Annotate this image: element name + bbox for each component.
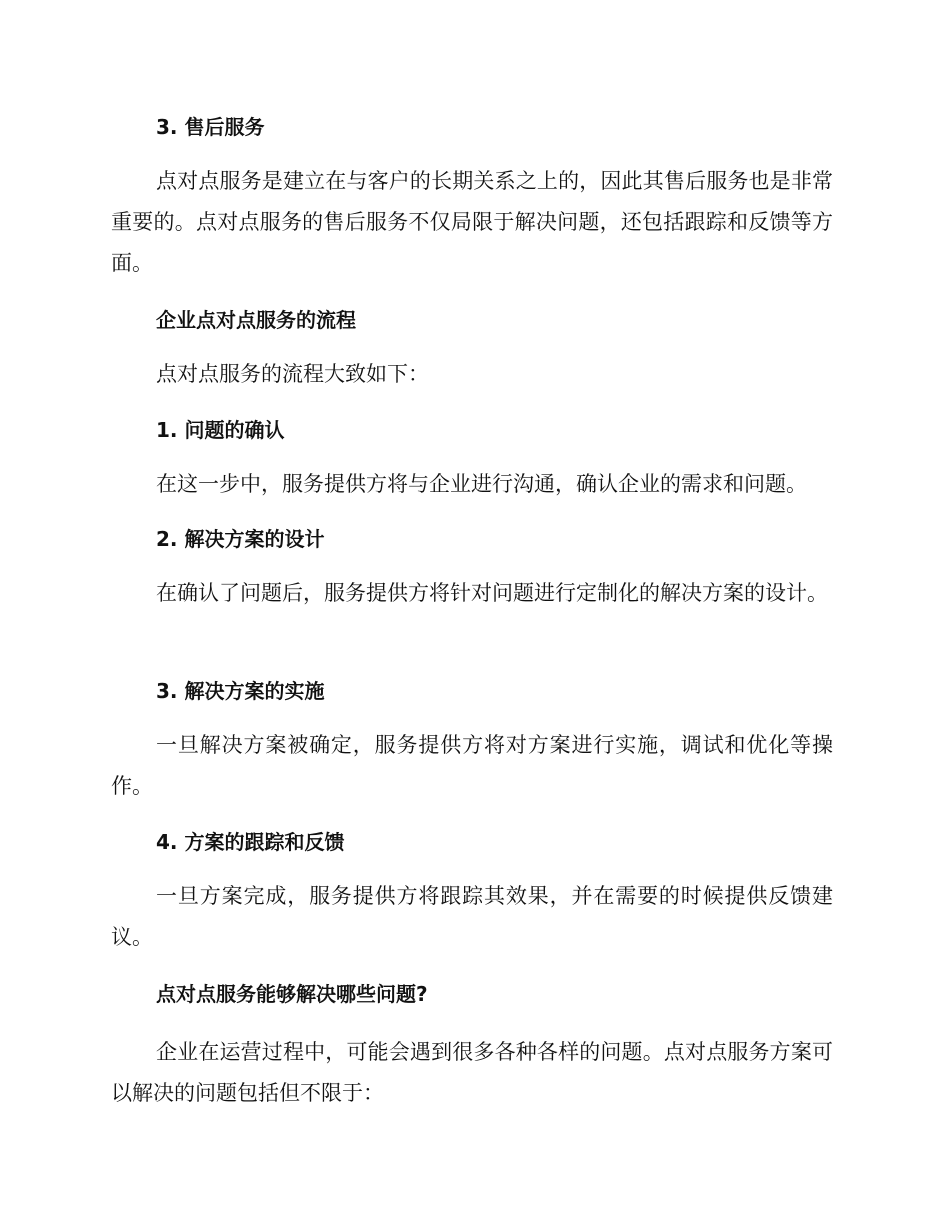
section-heading-process: 企业点对点服务的流程 (156, 308, 356, 332)
paragraph-problems: 企业在运营过程中，可能会遇到很多各种各样的问题。点对点服务方案可以解决的问题包括但不限于： (111, 1040, 833, 1105)
section-heading-after-sales: 3. 售后服务 (156, 115, 265, 139)
paragraph-step-3: 一旦解决方案被确定，服务提供方将对方案进行实施，调试和优化等操作。 (111, 733, 833, 798)
paragraph-step-4: 一旦方案完成，服务提供方将跟踪其效果，并在需要的时候提供反馈建议。 (111, 884, 833, 949)
paragraph-step-1: 在这一步中，服务提供方将与企业进行沟通，确认企业的需求和问题。 (156, 472, 807, 496)
paragraph-after-sales: 点对点服务是建立在与客户的长期关系之上的，因此其售后服务也是非常重要的。点对点服务的售后服务不仅局限于解决问题，还包括跟踪和反馈等方面。 (111, 169, 833, 275)
section-heading-step-2: 2. 解决方案的设计 (156, 527, 325, 551)
section-heading-step-4: 4. 方案的跟踪和反馈 (156, 830, 345, 854)
paragraph-step-2: 在确认了问题后，服务提供方将针对问题进行定制化的解决方案的设计。 (156, 581, 828, 605)
section-heading-step-3: 3. 解决方案的实施 (156, 679, 325, 703)
paragraph-process-intro: 点对点服务的流程大致如下： (156, 362, 429, 386)
section-heading-step-1: 1. 问题的确认 (156, 418, 285, 442)
section-heading-problems: 点对点服务能够解决哪些问题? (156, 982, 428, 1006)
